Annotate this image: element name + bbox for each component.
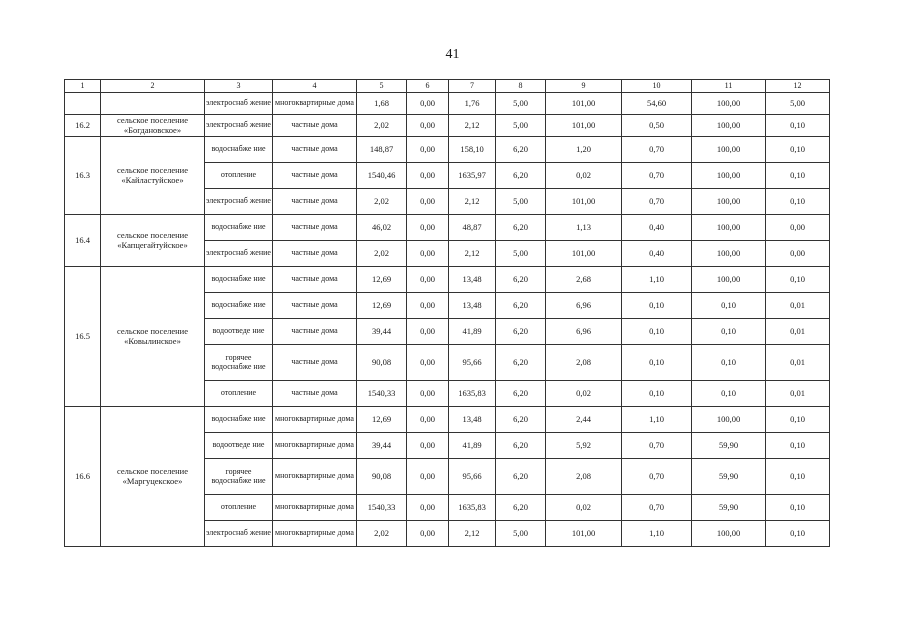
value-col-8: 5,00 (496, 189, 546, 215)
column-number-9: 9 (546, 80, 622, 93)
value-col-10: 0,70 (622, 459, 692, 495)
building-type: многоквартирные дома (273, 459, 357, 495)
value-col-8: 6,20 (496, 319, 546, 345)
value-col-8: 6,20 (496, 345, 546, 381)
value-col-6: 0,00 (407, 459, 449, 495)
column-number-8: 8 (496, 80, 546, 93)
value-col-12: 0,10 (766, 163, 830, 189)
utility-service: водоснабже ние (205, 407, 273, 433)
building-type: частные дома (273, 215, 357, 241)
value-col-10: 0,10 (622, 381, 692, 407)
value-col-9: 101,00 (546, 93, 622, 115)
value-col-9: 5,92 (546, 433, 622, 459)
value-col-9: 0,02 (546, 163, 622, 189)
utility-service: электроснаб жение (205, 241, 273, 267)
value-col-8: 6,20 (496, 459, 546, 495)
value-col-6: 0,00 (407, 267, 449, 293)
table-row (65, 137, 830, 163)
table-row (65, 267, 830, 293)
building-type: частные дома (273, 345, 357, 381)
value-col-12: 0,00 (766, 215, 830, 241)
table-row (65, 407, 830, 433)
column-number-6: 6 (407, 80, 449, 93)
value-col-6: 0,00 (407, 495, 449, 521)
utility-service: горячее водоснабже ние (205, 345, 273, 381)
value-col-7: 2,12 (449, 189, 496, 215)
value-col-9: 101,00 (546, 115, 622, 137)
column-number-5: 5 (357, 80, 407, 93)
value-col-12: 0,10 (766, 189, 830, 215)
value-col-11: 100,00 (692, 137, 766, 163)
value-col-10: 0,70 (622, 189, 692, 215)
value-col-11: 0,10 (692, 381, 766, 407)
value-col-9: 0,02 (546, 381, 622, 407)
value-col-11: 100,00 (692, 115, 766, 137)
value-col-9: 2,08 (546, 459, 622, 495)
value-col-7: 13,48 (449, 267, 496, 293)
value-col-7: 1635,83 (449, 381, 496, 407)
value-col-12: 0,10 (766, 459, 830, 495)
value-col-8: 6,20 (496, 137, 546, 163)
value-col-5: 1540,33 (357, 381, 407, 407)
settlement-number: 16.6 (65, 407, 101, 547)
utility-service: водоснабже ние (205, 137, 273, 163)
value-col-12: 0,10 (766, 115, 830, 137)
value-col-8: 6,20 (496, 381, 546, 407)
value-col-5: 12,69 (357, 407, 407, 433)
value-col-7: 95,66 (449, 345, 496, 381)
value-col-8: 5,00 (496, 93, 546, 115)
value-col-6: 0,00 (407, 521, 449, 547)
value-col-8: 6,20 (496, 267, 546, 293)
value-col-6: 0,00 (407, 137, 449, 163)
value-col-5: 2,02 (357, 115, 407, 137)
value-col-7: 1635,83 (449, 495, 496, 521)
value-col-5: 39,44 (357, 319, 407, 345)
value-col-6: 0,00 (407, 407, 449, 433)
building-type: многоквартирные дома (273, 495, 357, 521)
value-col-7: 2,12 (449, 241, 496, 267)
value-col-5: 39,44 (357, 433, 407, 459)
value-col-5: 12,69 (357, 293, 407, 319)
utility-service: электроснаб жение (205, 521, 273, 547)
settlement-name: сельское поселение «Капцегайтуйское» (101, 215, 205, 267)
value-col-7: 41,89 (449, 433, 496, 459)
value-col-10: 0,70 (622, 433, 692, 459)
value-col-12: 0,10 (766, 267, 830, 293)
value-col-9: 2,44 (546, 407, 622, 433)
settlement-number: 16.4 (65, 215, 101, 267)
value-col-5: 12,69 (357, 267, 407, 293)
value-col-10: 0,70 (622, 137, 692, 163)
value-col-6: 0,00 (407, 163, 449, 189)
value-col-9: 2,08 (546, 345, 622, 381)
value-col-11: 100,00 (692, 93, 766, 115)
table-row (65, 215, 830, 241)
building-type: многоквартирные дома (273, 433, 357, 459)
column-number-7: 7 (449, 80, 496, 93)
value-col-10: 54,60 (622, 93, 692, 115)
value-col-10: 1,10 (622, 407, 692, 433)
settlement-number (65, 93, 101, 115)
value-col-6: 0,00 (407, 345, 449, 381)
value-col-5: 148,87 (357, 137, 407, 163)
value-col-6: 0,00 (407, 381, 449, 407)
value-col-9: 101,00 (546, 521, 622, 547)
value-col-10: 0,50 (622, 115, 692, 137)
value-col-10: 0,10 (622, 345, 692, 381)
settlement-name: сельское поселение «Богдановское» (101, 115, 205, 137)
value-col-11: 100,00 (692, 189, 766, 215)
utility-service: водоотведе ние (205, 433, 273, 459)
value-col-9: 101,00 (546, 241, 622, 267)
value-col-12: 0,01 (766, 319, 830, 345)
settlement-number: 16.2 (65, 115, 101, 137)
building-type: частные дома (273, 381, 357, 407)
column-number-10: 10 (622, 80, 692, 93)
value-col-11: 59,90 (692, 459, 766, 495)
value-col-6: 0,00 (407, 319, 449, 345)
value-col-11: 100,00 (692, 215, 766, 241)
value-col-12: 0,10 (766, 407, 830, 433)
value-col-11: 0,10 (692, 345, 766, 381)
value-col-9: 1,13 (546, 215, 622, 241)
value-col-7: 13,48 (449, 293, 496, 319)
value-col-10: 0,10 (622, 293, 692, 319)
value-col-12: 0,10 (766, 433, 830, 459)
value-col-7: 41,89 (449, 319, 496, 345)
value-col-12: 0,00 (766, 241, 830, 267)
value-col-6: 0,00 (407, 189, 449, 215)
utility-service: электроснаб жение (205, 115, 273, 137)
value-col-12: 5,00 (766, 93, 830, 115)
value-col-7: 95,66 (449, 459, 496, 495)
value-col-6: 0,00 (407, 293, 449, 319)
table-row (65, 93, 830, 115)
value-col-11: 59,90 (692, 433, 766, 459)
value-col-7: 48,87 (449, 215, 496, 241)
building-type: частные дома (273, 163, 357, 189)
value-col-7: 2,12 (449, 521, 496, 547)
value-col-10: 0,70 (622, 163, 692, 189)
column-number-11: 11 (692, 80, 766, 93)
value-col-11: 100,00 (692, 521, 766, 547)
settlement-name: сельское поселение «Маргуцекское» (101, 407, 205, 547)
column-number-1: 1 (65, 80, 101, 93)
column-number-3: 3 (205, 80, 273, 93)
column-number-row (65, 80, 830, 93)
value-col-10: 0,40 (622, 215, 692, 241)
utility-service: горячее водоснабже ние (205, 459, 273, 495)
building-type: многоквартирные дома (273, 407, 357, 433)
value-col-7: 13,48 (449, 407, 496, 433)
value-col-5: 1540,33 (357, 495, 407, 521)
value-col-5: 90,08 (357, 345, 407, 381)
settlement-name: сельское поселение «Кайластуйское» (101, 137, 205, 215)
value-col-5: 2,02 (357, 521, 407, 547)
value-col-10: 1,10 (622, 521, 692, 547)
column-number-2: 2 (101, 80, 205, 93)
utility-service: водоснабже ние (205, 267, 273, 293)
building-type: частные дома (273, 241, 357, 267)
value-col-8: 6,20 (496, 495, 546, 521)
value-col-7: 2,12 (449, 115, 496, 137)
value-col-11: 59,90 (692, 495, 766, 521)
value-col-12: 0,01 (766, 381, 830, 407)
tariff-table (64, 79, 830, 547)
value-col-10: 0,40 (622, 241, 692, 267)
value-col-8: 5,00 (496, 521, 546, 547)
value-col-10: 0,10 (622, 319, 692, 345)
value-col-10: 0,70 (622, 495, 692, 521)
value-col-6: 0,00 (407, 115, 449, 137)
value-col-10: 1,10 (622, 267, 692, 293)
settlement-number: 16.5 (65, 267, 101, 407)
value-col-12: 0,10 (766, 521, 830, 547)
building-type: частные дома (273, 137, 357, 163)
value-col-8: 5,00 (496, 115, 546, 137)
value-col-11: 100,00 (692, 163, 766, 189)
value-col-7: 1635,97 (449, 163, 496, 189)
value-col-9: 0,02 (546, 495, 622, 521)
utility-service: отопление (205, 381, 273, 407)
value-col-6: 0,00 (407, 433, 449, 459)
value-col-12: 0,10 (766, 137, 830, 163)
value-col-7: 158,10 (449, 137, 496, 163)
value-col-5: 46,02 (357, 215, 407, 241)
utility-service: электроснаб жение (205, 189, 273, 215)
building-type: многоквартирные дома (273, 521, 357, 547)
value-col-9: 6,96 (546, 319, 622, 345)
value-col-8: 5,00 (496, 241, 546, 267)
value-col-8: 6,20 (496, 407, 546, 433)
value-col-11: 0,10 (692, 319, 766, 345)
value-col-9: 101,00 (546, 189, 622, 215)
value-col-8: 6,20 (496, 215, 546, 241)
value-col-6: 0,00 (407, 241, 449, 267)
settlement-number: 16.3 (65, 137, 101, 215)
building-type: многоквартирные дома (273, 93, 357, 115)
settlement-name (101, 93, 205, 115)
table-body (65, 80, 830, 547)
page-number: 41 (445, 47, 460, 62)
column-number-12: 12 (766, 80, 830, 93)
utility-service: отопление (205, 163, 273, 189)
building-type: частные дома (273, 267, 357, 293)
value-col-8: 6,20 (496, 433, 546, 459)
building-type: частные дома (273, 319, 357, 345)
value-col-12: 0,01 (766, 345, 830, 381)
value-col-11: 100,00 (692, 267, 766, 293)
value-col-12: 0,10 (766, 495, 830, 521)
utility-service: водоснабже ние (205, 293, 273, 319)
value-col-6: 0,00 (407, 215, 449, 241)
value-col-11: 100,00 (692, 241, 766, 267)
utility-service: водоотведе ние (205, 319, 273, 345)
value-col-5: 1540,46 (357, 163, 407, 189)
value-col-9: 1,20 (546, 137, 622, 163)
value-col-9: 6,96 (546, 293, 622, 319)
value-col-7: 1,76 (449, 93, 496, 115)
value-col-5: 2,02 (357, 189, 407, 215)
value-col-11: 100,00 (692, 407, 766, 433)
value-col-5: 90,08 (357, 459, 407, 495)
utility-service: электроснаб жение (205, 93, 273, 115)
settlement-name: сельское поселение «Ковылинское» (101, 267, 205, 407)
building-type: частные дома (273, 189, 357, 215)
building-type: частные дома (273, 293, 357, 319)
value-col-6: 0,00 (407, 93, 449, 115)
value-col-9: 2,68 (546, 267, 622, 293)
column-number-4: 4 (273, 80, 357, 93)
building-type: частные дома (273, 115, 357, 137)
value-col-5: 2,02 (357, 241, 407, 267)
table-row (65, 115, 830, 137)
value-col-8: 6,20 (496, 293, 546, 319)
utility-service: отопление (205, 495, 273, 521)
value-col-12: 0,01 (766, 293, 830, 319)
value-col-11: 0,10 (692, 293, 766, 319)
value-col-8: 6,20 (496, 163, 546, 189)
value-col-5: 1,68 (357, 93, 407, 115)
utility-service: водоснабже ние (205, 215, 273, 241)
